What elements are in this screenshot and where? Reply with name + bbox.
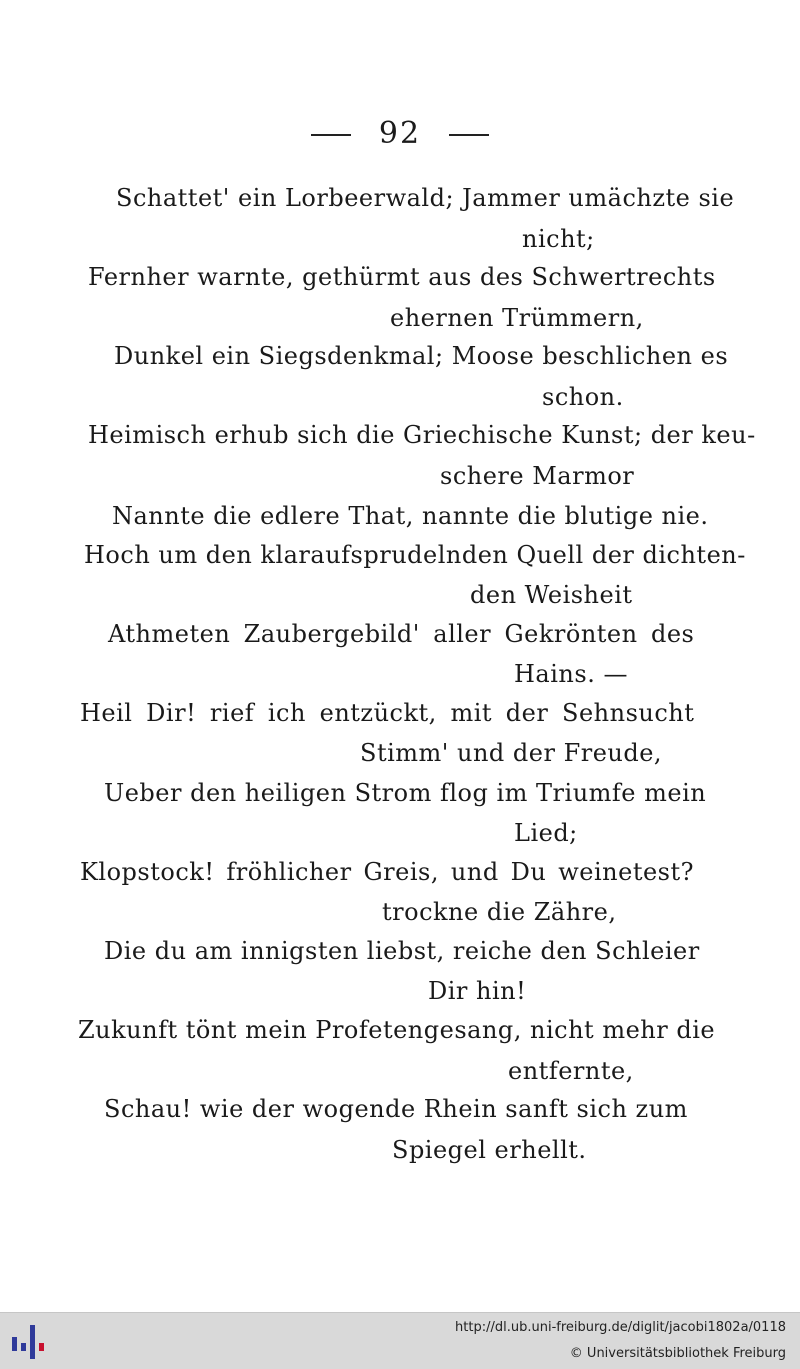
poem-line: Schau! wie der wogende Rhein sanft sich zum <box>104 1095 688 1123</box>
poem-line: entfernte, <box>508 1057 634 1085</box>
poem-line: Lied; <box>514 819 578 847</box>
poem-line: schere Marmor <box>440 462 635 490</box>
poem-line: Dir hin! <box>428 977 527 1005</box>
poem-line: Die du am innigsten liebst, reiche den Schleier <box>104 937 700 965</box>
poem-line: Nannte die edlere That, nannte die blutige nie. <box>112 502 709 530</box>
poem-line: Dunkel ein Siegsdenkmal; Moose beschlichen es <box>114 342 729 370</box>
library-logo-icon <box>8 1321 48 1363</box>
viewer-footer <box>0 1312 800 1369</box>
poem-line: den Weisheit <box>470 581 633 609</box>
poem-line: Heimisch erhub sich die Griechische Kunst; der keu- <box>88 421 756 449</box>
poem-line: Fernher warnte, gethürmt aus des Schwertrechts <box>88 263 716 291</box>
poem-line: Schattet' ein Lorbeerwald; Jammer umächzte sie <box>116 184 735 212</box>
poem-line: nicht; <box>522 225 595 253</box>
poem-line: trockne die Zähre, <box>382 898 617 926</box>
poem-line: Ueber den heiligen Strom flog im Triumfe mein <box>104 779 707 807</box>
poem-line: Heil Dir! rief ich entzückt, mit der Sehnsucht <box>80 699 695 727</box>
permalink-url[interactable]: http://dl.ub.uni-freiburg.de/diglit/jacobi1802a/0118 <box>455 1320 786 1335</box>
page-header <box>0 116 800 151</box>
poem-line: Athmeten Zaubergebild' aller Gekrönten des <box>108 620 695 648</box>
header-dash-right <box>449 134 489 136</box>
page-number: 92 <box>378 116 422 151</box>
poem-line: Stimm' und der Freude, <box>360 739 663 767</box>
copyright-notice: © Universitätsbibliothek Freiburg <box>569 1346 786 1361</box>
poem-line: Hoch um den klaraufsprudelnden Quell der dichten- <box>84 541 746 569</box>
poem-line: ehernen Trümmern, <box>390 304 644 332</box>
poem-line: schon. <box>542 383 624 411</box>
poem-line: Hains. — <box>514 660 628 688</box>
header-dash-left <box>311 134 351 136</box>
poem-line: Klopstock! fröhlicher Greis, und Du weinetest? <box>80 858 694 886</box>
poem-line: Zukunft tönt mein Profetengesang, nicht mehr die <box>78 1016 716 1044</box>
poem-line: Spiegel erhellt. <box>392 1136 587 1164</box>
